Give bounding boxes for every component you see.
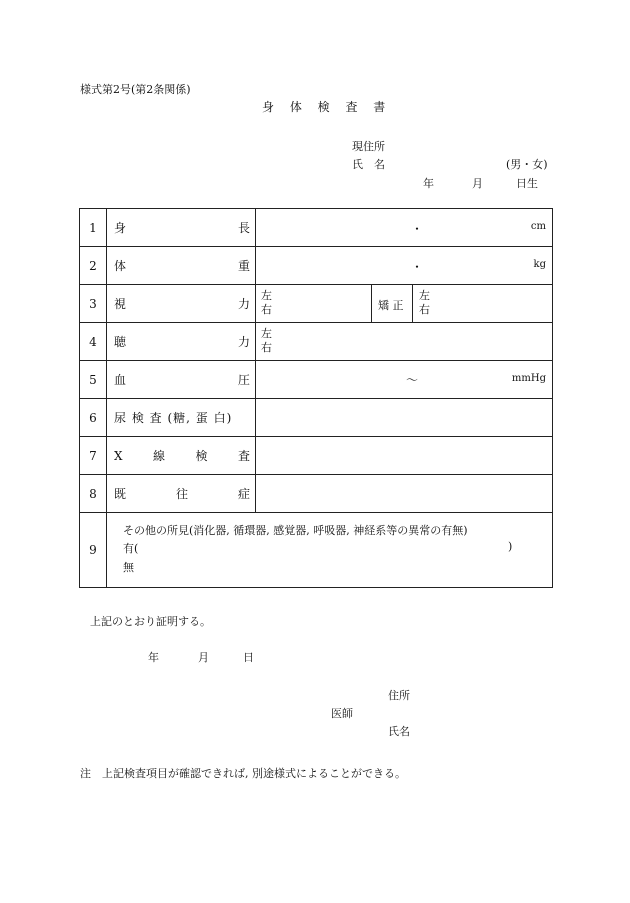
applicant-address-label: 現住所 (352, 140, 385, 153)
table-row (80, 475, 553, 513)
height-value-cell[interactable] (256, 209, 553, 247)
row-number: 1 (80, 209, 107, 247)
cert-year-label: 年 (148, 651, 159, 664)
item-text: 尿 検 査 (糖, 蛋 白) (114, 411, 233, 425)
item-label-blood-pressure (107, 361, 256, 399)
doctor-label: 医師 (331, 707, 353, 720)
birth-day-label: 日生 (516, 177, 538, 190)
table-row (80, 285, 553, 323)
item-char: 検 (195, 449, 208, 463)
applicant-name-label: 氏 名 (352, 158, 385, 171)
medical-history-value-cell[interactable] (256, 475, 553, 513)
doctor-address-label: 住所 (388, 689, 410, 702)
row-number: 4 (80, 323, 107, 361)
item-label-xray (107, 437, 256, 475)
form-number: 様式第2号(第2条関係) (80, 83, 191, 96)
item-label-hearing (107, 323, 256, 361)
item-label-vision (107, 285, 256, 323)
applicant-sex-label: (男・女) (506, 158, 548, 171)
row-number: 2 (80, 247, 107, 285)
left-ear-label: 左 (261, 327, 272, 340)
table-row (80, 209, 553, 247)
vision-value-cell[interactable] (256, 285, 553, 323)
birth-month-label: 月 (472, 177, 483, 190)
row-number: 6 (80, 399, 107, 437)
yes-close-paren: ) (508, 540, 513, 553)
page-title: 身 体 検 査 書 (262, 100, 392, 114)
doctor-name-label: 氏名 (388, 725, 410, 738)
cert-day-label: 日 (243, 651, 254, 664)
item-char: 査 (237, 449, 250, 463)
row-number: 3 (80, 285, 107, 323)
other-findings-label: その他の所見(消化器, 循環器, 感覚器, 呼吸器, 神経系等の異常の有無) (123, 524, 468, 537)
item-char: 長 (237, 221, 250, 235)
table-row (80, 399, 553, 437)
item-char: 身 (114, 221, 127, 235)
unit-label: mmHg (511, 373, 546, 384)
row-number: 5 (80, 361, 107, 399)
certification-statement: 上記のとおり証明する。 (90, 615, 211, 628)
row-number: 7 (80, 437, 107, 475)
other-findings-cell[interactable] (107, 513, 553, 588)
note-text: 上記検査項目が確認できれば, 別途様式によることができる。 (102, 767, 406, 780)
correction-label: 矯 正 (378, 299, 404, 312)
item-char: 力 (237, 335, 250, 349)
item-label-urine-test (107, 399, 256, 437)
blood-pressure-value-cell[interactable] (256, 361, 553, 399)
item-label-weight (107, 247, 256, 285)
divider (412, 285, 413, 322)
table-row (80, 437, 553, 475)
row-number: 8 (80, 475, 107, 513)
decimal-dot: ・ (411, 222, 424, 236)
right-eye-label: 右 (261, 303, 272, 316)
item-char: 往 (175, 487, 188, 501)
item-char: 血 (114, 373, 127, 387)
xray-value-cell[interactable] (256, 437, 553, 475)
table-row (80, 323, 553, 361)
decimal-dot: ・ (411, 260, 424, 274)
unit-label: cm (530, 221, 546, 232)
divider (371, 285, 372, 322)
urine-test-value-cell[interactable] (256, 399, 553, 437)
corrected-right-label: 右 (419, 303, 430, 316)
left-eye-label: 左 (261, 289, 272, 302)
table-row (80, 247, 553, 285)
item-char: 既 (114, 487, 127, 501)
item-char: 線 (153, 449, 166, 463)
item-label-medical-history (107, 475, 256, 513)
birth-year-label: 年 (423, 177, 434, 190)
item-char: 症 (237, 487, 250, 501)
item-char: X (114, 448, 123, 463)
item-char: 重 (237, 259, 250, 273)
note-label: 注 (80, 767, 91, 780)
cert-month-label: 月 (198, 651, 209, 664)
item-char: 聴 (114, 335, 127, 349)
item-char: 力 (237, 297, 250, 311)
table-row (80, 513, 553, 588)
row-number: 9 (80, 513, 107, 588)
corrected-left-label: 左 (419, 289, 430, 302)
exam-table (79, 208, 553, 588)
unit-label: kg (533, 259, 546, 270)
range-tilde: 〜 (406, 373, 419, 387)
weight-value-cell[interactable] (256, 247, 553, 285)
item-label-height (107, 209, 256, 247)
yes-label: 有( (123, 542, 139, 555)
table-row (80, 361, 553, 399)
item-char: 体 (114, 259, 127, 273)
item-char: 圧 (237, 373, 250, 387)
hearing-value-cell[interactable] (256, 323, 553, 361)
no-label: 無 (123, 561, 134, 574)
item-char: 視 (114, 297, 127, 311)
right-ear-label: 右 (261, 341, 272, 354)
